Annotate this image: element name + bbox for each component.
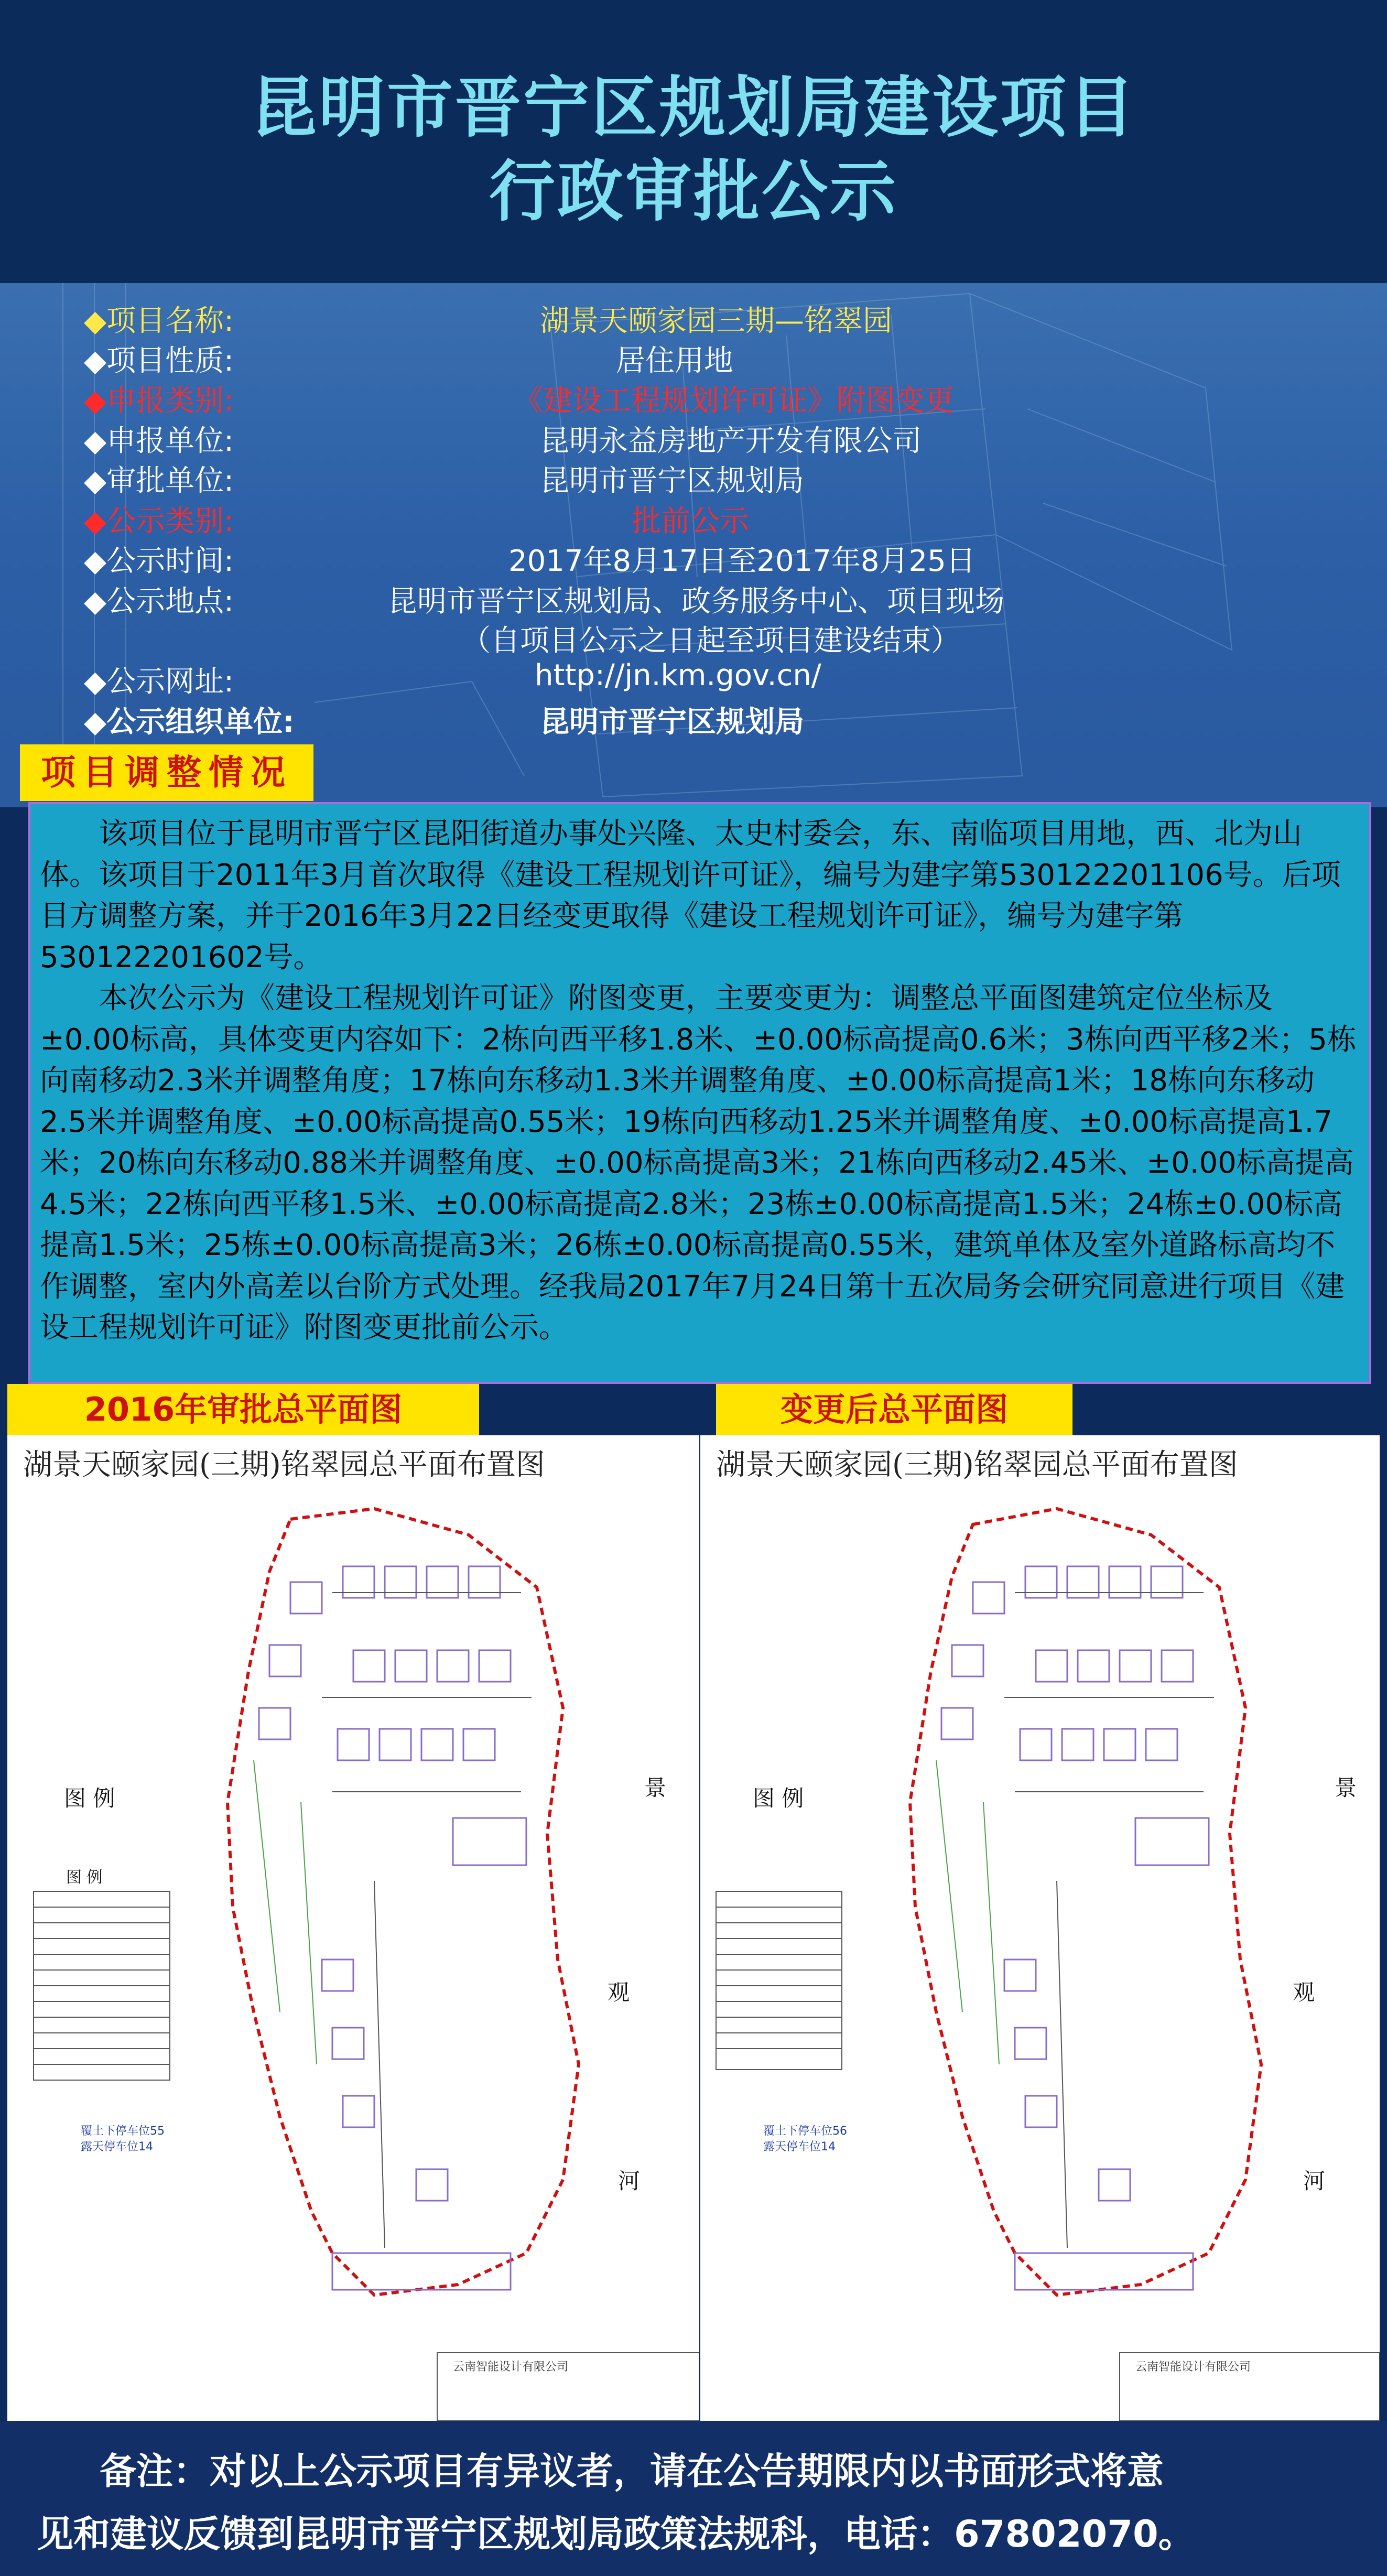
description-paragraph-2: 本次公示为《建设工程规划许可证》附图变更，主要变更为：调整总平面图建筑定位坐标及±0.00标高，具体变更内容如下：2栋向西平移1.8米、±0.00标高提高0.6米；3栋向西平移2米；5栋向南移动2.3米并调整角度；17栋向东移动1.3米并调整角度、±0.00标高提高1米；18栋向东移动2.5米并调整角度、±0.00标高提高0.55米；19栋向西移动1.25米并调整角度、±0.00标高提高1.7米；20栋向东移动0.88米并调整角度、±0.00标高提高3米；21栋向西移动2.45米、±0.00标高提高4.5米；22栋向西平移1.5米、±0.00标高提高2.8米；23栋±0.00标高提高1.5米；24栋±0.00标高提高1.5米；25栋±0.00标高提高3米；26栋±0.00标高提高0.55米，建筑单体及室外道路标高均不作调整，室内外高差以台阶方式处理。经我局2017年7月24日第十五次局务会研究同意进行项目《建设工程规划许可证》附图变更批前公示。 — [40, 981, 1357, 1345]
adjustment-description — [28, 802, 1371, 1384]
place-value: 昆明市晋宁区规划局、政务服务中心、项目现场 — [388, 585, 1004, 619]
place-note: （自项目公示之日起至项目建设结束） — [461, 624, 960, 658]
right-parking-underground: 覆土下停车位56 — [763, 2125, 847, 2138]
approver-label: ◆审批单位: — [84, 464, 234, 498]
footer-line-2: 见和建议反馈到昆明市晋宁区规划局政策法规科，电话：67802070。 — [37, 2513, 1195, 2556]
applicant-label: ◆申报单位: — [84, 424, 234, 458]
side-char-3: 河 — [618, 2168, 641, 2194]
header — [0, 0, 1387, 283]
website-label: ◆公示网址: — [84, 665, 234, 699]
left-company: 云南智能设计有限公司 — [453, 2361, 569, 2374]
right-plan-drawing — [700, 1435, 1380, 2421]
publicity-type-value: 批前公示 — [632, 504, 749, 538]
page-title-line1: 昆明市晋宁区规划局建设项目 — [251, 69, 1136, 146]
project-name: 湖景天颐家园三期—铭翠园 — [540, 304, 892, 338]
nature-value: 居住用地 — [616, 344, 733, 378]
organizer-label: ◆公示组织单位: — [84, 705, 295, 739]
right-legend-heading: 图 例 — [753, 1785, 804, 1811]
footer-note — [0, 2421, 1387, 2576]
apply-type-label: ◆申报类别: — [84, 384, 234, 418]
left-parking-open: 露天停车位14 — [81, 2140, 153, 2153]
side-char-1: 景 — [644, 1775, 667, 1801]
nature-label: ◆项目性质: — [84, 344, 234, 378]
left-legend-heading: 图 例 — [64, 1785, 115, 1811]
right-plan-title: 湖景天颐家园(三期)铭翠园总平面布置图 — [716, 1448, 1238, 1482]
section-title: 项目调整情况 — [20, 744, 313, 801]
time-value: 2017年8月17日至2017年8月25日 — [508, 544, 976, 578]
left-plan-label: 2016年审批总平面图 — [7, 1384, 479, 1435]
left-site-plan — [7, 1435, 699, 2421]
description-paragraph-1: 该项目位于昆明市晋宁区昆阳街道办事处兴隆、太史村委会，东、南临项目用地，西、北为山体。该项目于2011年3月首次取得《建设工程规划许可证》，编号为建字第530122201106号。后项目方调整方案，并于2016年3月22日经变更取得《建设工程规划许可证》，编号为建字第530122201602号。 — [40, 817, 1341, 975]
apply-type-value: 《建设工程规划许可证》附图变更 — [514, 384, 954, 418]
place-label: ◆公示地点: — [84, 585, 234, 619]
left-plan-drawing — [7, 1435, 699, 2421]
applicant-value: 昆明永益房地产开发有限公司 — [540, 424, 922, 458]
right-side-char-2: 观 — [1293, 1979, 1315, 2005]
website-link[interactable]: http://jn.km.gov.cn/ — [535, 658, 821, 692]
side-char-2: 观 — [608, 1979, 630, 2005]
left-plan-title: 湖景天颐家园(三期)铭翠园总平面布置图 — [23, 1448, 545, 1482]
approver-value: 昆明市晋宁区规划局 — [540, 464, 804, 498]
right-side-char-3: 河 — [1303, 2168, 1326, 2194]
time-label: ◆公示时间: — [84, 544, 234, 578]
publicity-type-label: ◆公示类别: — [84, 504, 234, 538]
right-site-plan — [700, 1435, 1380, 2421]
right-side-char-1: 景 — [1335, 1775, 1357, 1801]
right-parking-open: 露天停车位14 — [763, 2140, 836, 2153]
right-plan-label: 变更后总平面图 — [716, 1384, 1072, 1435]
page-title-line2: 行政审批公示 — [489, 153, 898, 230]
left-parking-underground: 覆土下停车位55 — [81, 2125, 165, 2138]
left-legend-title: 图 例 — [66, 1868, 103, 1887]
footer-line-1: 备注：对以上公示项目有异议者，请在公告期限内以书面形式将意 — [100, 2450, 1164, 2493]
organizer-value: 昆明市晋宁区规划局 — [540, 705, 804, 739]
right-company: 云南智能设计有限公司 — [1135, 2361, 1251, 2374]
project-name-label: ◆项目名称: — [84, 304, 234, 338]
